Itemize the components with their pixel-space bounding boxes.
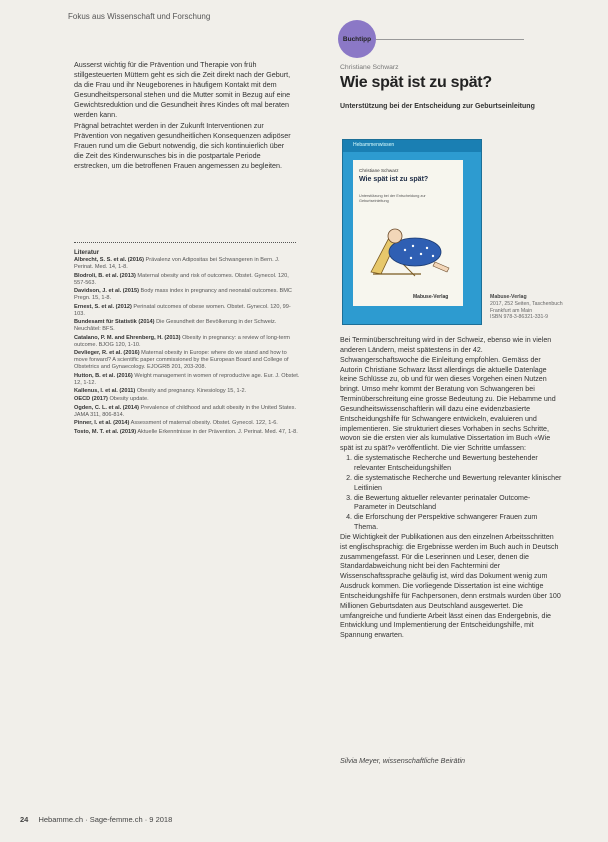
reference-author: Kallenus, I. et al. (2011) [74, 388, 136, 395]
literature-reference [74, 319, 300, 333]
book-info-line: ISBN 978-3-86321-331-9 [490, 314, 548, 321]
step-item: 1. die systematische Recherche und Bewertung bestehender relevanter Entscheidungshilfen [354, 454, 562, 474]
book-cover-panel [353, 160, 463, 306]
book-info [490, 294, 570, 321]
literature-reference [74, 304, 300, 318]
book-cover-subtitle: Unterstützung bei der Entscheidung zur Geburtseinleitung [359, 194, 426, 203]
reference-author: Devlieger, R. et al. (2016) [74, 350, 140, 356]
step-item: 2. die systematische Recherche und Bewertung relevanter klinischer Leitlinien [354, 474, 562, 494]
reference-text: Assessment of maternal obesity. Obstet. Gynecol. 122, 1-6. [130, 420, 278, 427]
reference-author: Bundesamt für Statistik (2014) [74, 319, 155, 326]
paragraph: Prägnal betrachtet werden in der Zukunft Interventionen zur Prävention von negativen gesundheitlichen Konsequenzen adipöser Frauen rund um die Geburt notwendig, die sich kontinuierlich über die Zeit des Kinderwunsches bis in die postpartale Periode erstrecken, um die betroffenen Frauen angemessen zu begleiten. [74, 121, 291, 171]
reference-author: Albrecht, S. S. et al. (2016) [74, 257, 144, 264]
buchtipp-badge: Buchtipp [338, 20, 376, 58]
page-footer [20, 815, 172, 824]
literature-reference [74, 388, 300, 395]
badge-rule [376, 39, 524, 40]
book-cover-publisher: Mabuse-Verlag [413, 294, 449, 300]
deckchair-illustration [361, 222, 455, 282]
left-body-text [74, 60, 294, 173]
reference-author: Ogden, C. L. et al. (2014) [74, 404, 139, 411]
reference-author: Ernest, S. et al. (2012) [74, 303, 132, 310]
literature-title: Literatur [74, 249, 100, 256]
reference-text: Obesity and pregnancy. Kinesiology 15, 1-2. [136, 388, 247, 395]
paragraph: Ausserst wichtig für die Prävention und Therapie von früh stillgesteuerten Müttern geht es sich die Zeit direkt nach der Geburt, da die Frau und ihr Neugeborenes in häufigem Kontakt mit dem Gesundheitspersonal stehen und die Mutter somit in Bezug auf eine Gewichtsreduktion und die Gesundheit ihres Kindes oft mal beraten werden kann. [74, 60, 291, 119]
book-cover-title: Wie spät ist zu spät? [359, 176, 429, 183]
reference-text: Obesity in pregnancy: a review of long-term outcome. BJOG 120, 1-10. [74, 334, 290, 348]
literature-reference [74, 429, 300, 436]
step-item: 3. die Bewertung aktueller relevanter perinataler Outcome-Parameter in Deutschland [354, 494, 562, 514]
literature-reference [74, 373, 300, 387]
literature-reference [74, 335, 300, 349]
page-number: 24 [20, 815, 29, 824]
reference-author: OECD (2017) [74, 396, 108, 403]
literature-reference [74, 257, 300, 271]
book-series: Hebammenwissen [353, 142, 395, 148]
reference-text: Maternal obesity in Europe: where do we stand and how to move forward? A scientific paper commissioned by the European Board and College of Obstetrics and Gynaecology. EJOGRB 201, 203-208. [74, 350, 289, 371]
book-cover [342, 139, 482, 325]
reference-author: Davidson, J. et al. (2015) [74, 288, 139, 295]
review-author: Christiane Schwarz [340, 64, 399, 71]
review-body [340, 336, 562, 641]
reference-text: Perinatal outcomes of obese women. Obstet. Gynecol. 120, 99-103. [74, 303, 291, 317]
reference-text: Prevalence of childhood and adult obesity in the United States. JAMA 311, 806-814. [74, 404, 297, 418]
reference-author: Hutton, B. et al. (2016) [74, 372, 133, 379]
review-intro: Bei Terminüberschreitung wird in der Schweiz, ebenso wie in vielen anderen Ländern, meist spätestens in der 42. Schwangerschaftswoche die Einleitung empfohlen. Gemäss der Autorin Christiane Schwarz lässt allerdings die aktuelle Datenlage keine Schlüsse zu, ob und für wen dieses Vorgehen einen Nutzen bringt. Umso mehr kommt der Beratung von Schwangeren bei Terminüberschreitung eine grosse Bedeutung zu. Die Hebamme und Gesundheitswissenschaftlerin will dazu eine evidenzbasierte Entscheidungshilfe für Schwangere entwickeln, evaluieren und implementieren. Sie strukturiert dieses Vorhaben in sechs Schritte, wovon sie die ersten vier als kumulative Dissertation im Buch «Wie spät ist zu spät?» veröffentlicht. Die vier Schritte umfassen: [340, 336, 556, 453]
literature-reference [74, 396, 300, 403]
reviewer-signature: Silvia Meyer, wissenschaftliche Beirätin [340, 756, 466, 765]
book-info-publisher: Mabuse-Verlag [490, 294, 527, 300]
literature-reference [74, 273, 300, 287]
step-item: 4. die Erforschung der Perspektive schwangerer Frauen zum Thema. [354, 513, 562, 533]
book-info-line: 2017, 252 Seiten, Taschenbuch [490, 300, 563, 307]
reference-text: Obesity update. [109, 396, 149, 403]
section-header: Fokus aus Wissenschaft und Forschung [68, 12, 211, 21]
reference-text: Die Gesundheit der Bevölkerung in der Schweiz. Neuchâtel: BFS. [74, 319, 277, 333]
reference-text: Maternal obesity and risk of outcomes. Obstet. Gynecol. 120, 557-563. [74, 272, 289, 286]
divider [74, 242, 296, 243]
literature-reference [74, 420, 300, 427]
reference-author: Blodroli, B. et al. (2013) [74, 272, 136, 279]
reference-author: Catalano, P. M. and Ehrenberg, H. (2013) [74, 334, 181, 341]
book-series-band [343, 140, 481, 152]
reference-author: Pinner, I. et al. (2014) [74, 420, 130, 427]
reference-text: Body mass index in pregnancy and neonatal outcomes. BMC Pregn. 15, 1-8. [74, 288, 292, 302]
literature-list [74, 249, 300, 437]
book-cover-author: Christiane Schwarz [359, 168, 399, 173]
review-outro: Die Wichtigkeit der Publikationen aus den einzelnen Arbeitsschritten ist englischsprachig: die Ergebnisse werden im Buch auch in Deutsch zusammengefasst. Für die Leserinnen und Leser, denen die Standardabweichung nicht bei den Fachtermini der Wissenschaftssprache geläufig ist, wird das Dokument wenig zum Ausdruck kommen. Die vorliegende Dissertation ist eine wichtige Entscheidungshilfe für Fachpersonen, denn erstmals wurden über 100 Millionen Geburtsdaten aus Deutschland ausgewertet. Die umfangreiche und fundierte Arbeit lässt einen das Endergebnis, die Entwicklung und Implementierung der Entscheidungshilfe, mit Spannung erwarten. [340, 532, 561, 640]
literature-reference [74, 350, 300, 371]
journal-name: Hebamme.ch · Sage-femme.ch · 9 2018 [38, 815, 173, 824]
literature-reference [74, 288, 300, 302]
literature-reference [74, 405, 300, 419]
reference-text: Prävalenz von Adipositas bei Schwangeren in Bern. J. Perinat. Med. 14, 1-8. [74, 257, 280, 271]
book-info-line: Frankfurt am Main [490, 307, 533, 314]
reference-author: Tosto, M. T. et al. (2019) [74, 428, 137, 435]
reference-text: Weight management in women of reproductive age. Eur. J. Obstet. 12, 1-12. [74, 372, 300, 386]
reference-text: Aktuelle Erkenntnisse in der Prävention. J. Perinat. Med. 47, 1-8. [137, 428, 298, 435]
steps-list [340, 454, 562, 533]
review-subtitle: Unterstützung bei der Entscheidung zur Geburtseinleitung [340, 103, 535, 110]
review-title: Wie spät ist zu spät? [340, 74, 492, 91]
